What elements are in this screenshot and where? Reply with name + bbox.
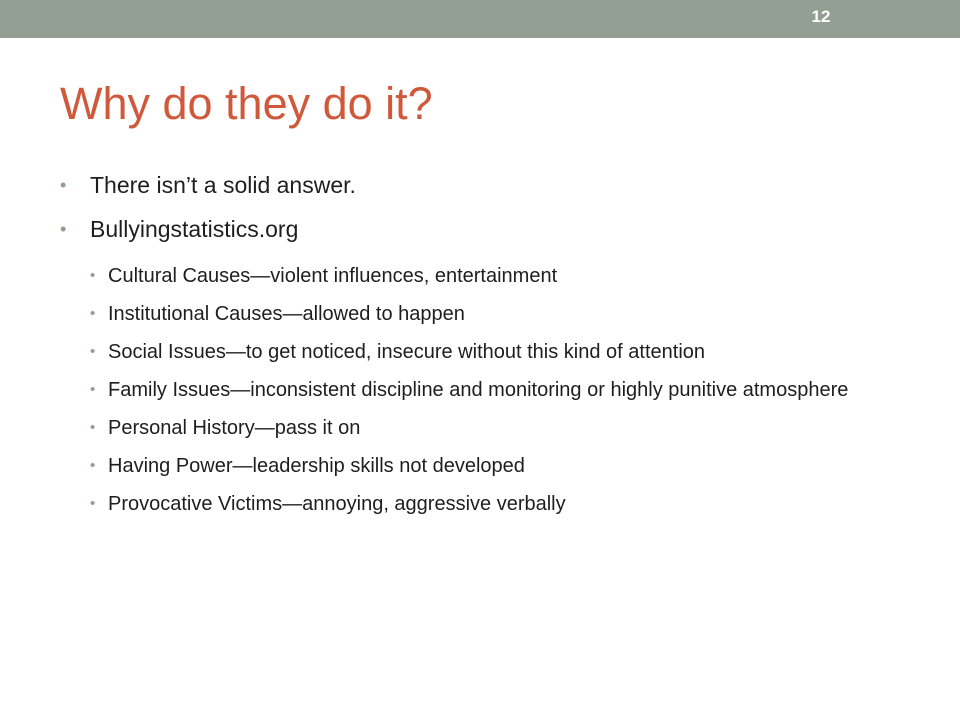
bullet-icon: • — [90, 267, 96, 284]
top-bar — [0, 0, 960, 38]
slide-number: 12 — [811, 7, 831, 26]
bullet-item — [60, 170, 920, 200]
slide-title: Why do they do it? — [60, 78, 433, 129]
bullet-icon: • — [60, 219, 67, 239]
bullet-icon: • — [90, 457, 96, 474]
sub-bullet-item — [90, 302, 920, 326]
sub-bullet-text: Social Issues—to get noticed, insecure without this kind of attention — [108, 341, 706, 363]
sub-bullet-item — [90, 264, 920, 288]
sub-bullet-item — [90, 340, 920, 364]
sub-bullet-text: Cultural Causes—violent influences, entertainment — [108, 265, 558, 287]
bullet-icon: • — [90, 305, 96, 322]
bullet-icon: • — [90, 419, 96, 436]
bullet-item — [60, 214, 920, 244]
sub-bullet-text: Provocative Victims—annoying, aggressive verbally — [108, 493, 566, 515]
bullet-text: There isn’t a solid answer. — [90, 172, 356, 198]
sub-bullet-list — [60, 264, 920, 516]
bullet-icon: • — [90, 343, 96, 360]
sub-bullet-item — [90, 454, 920, 478]
sub-bullet-text: Personal History—pass it on — [108, 417, 361, 439]
sub-bullet-item — [90, 492, 920, 516]
sub-bullet-item — [90, 378, 920, 402]
sub-bullet-text: Family Issues—inconsistent discipline and monitoring or highly punitive atmosphere — [108, 379, 849, 401]
sub-bullet-item — [90, 416, 920, 440]
bullet-icon: • — [90, 495, 96, 512]
sub-bullet-text: Institutional Causes—allowed to happen — [108, 303, 465, 325]
sub-bullet-text: Having Power—leadership skills not developed — [108, 455, 525, 477]
bullet-icon: • — [60, 175, 67, 195]
bullet-icon: • — [90, 381, 96, 398]
slide-content — [60, 170, 920, 530]
bullet-text: Bullyingstatistics.org — [90, 216, 299, 242]
